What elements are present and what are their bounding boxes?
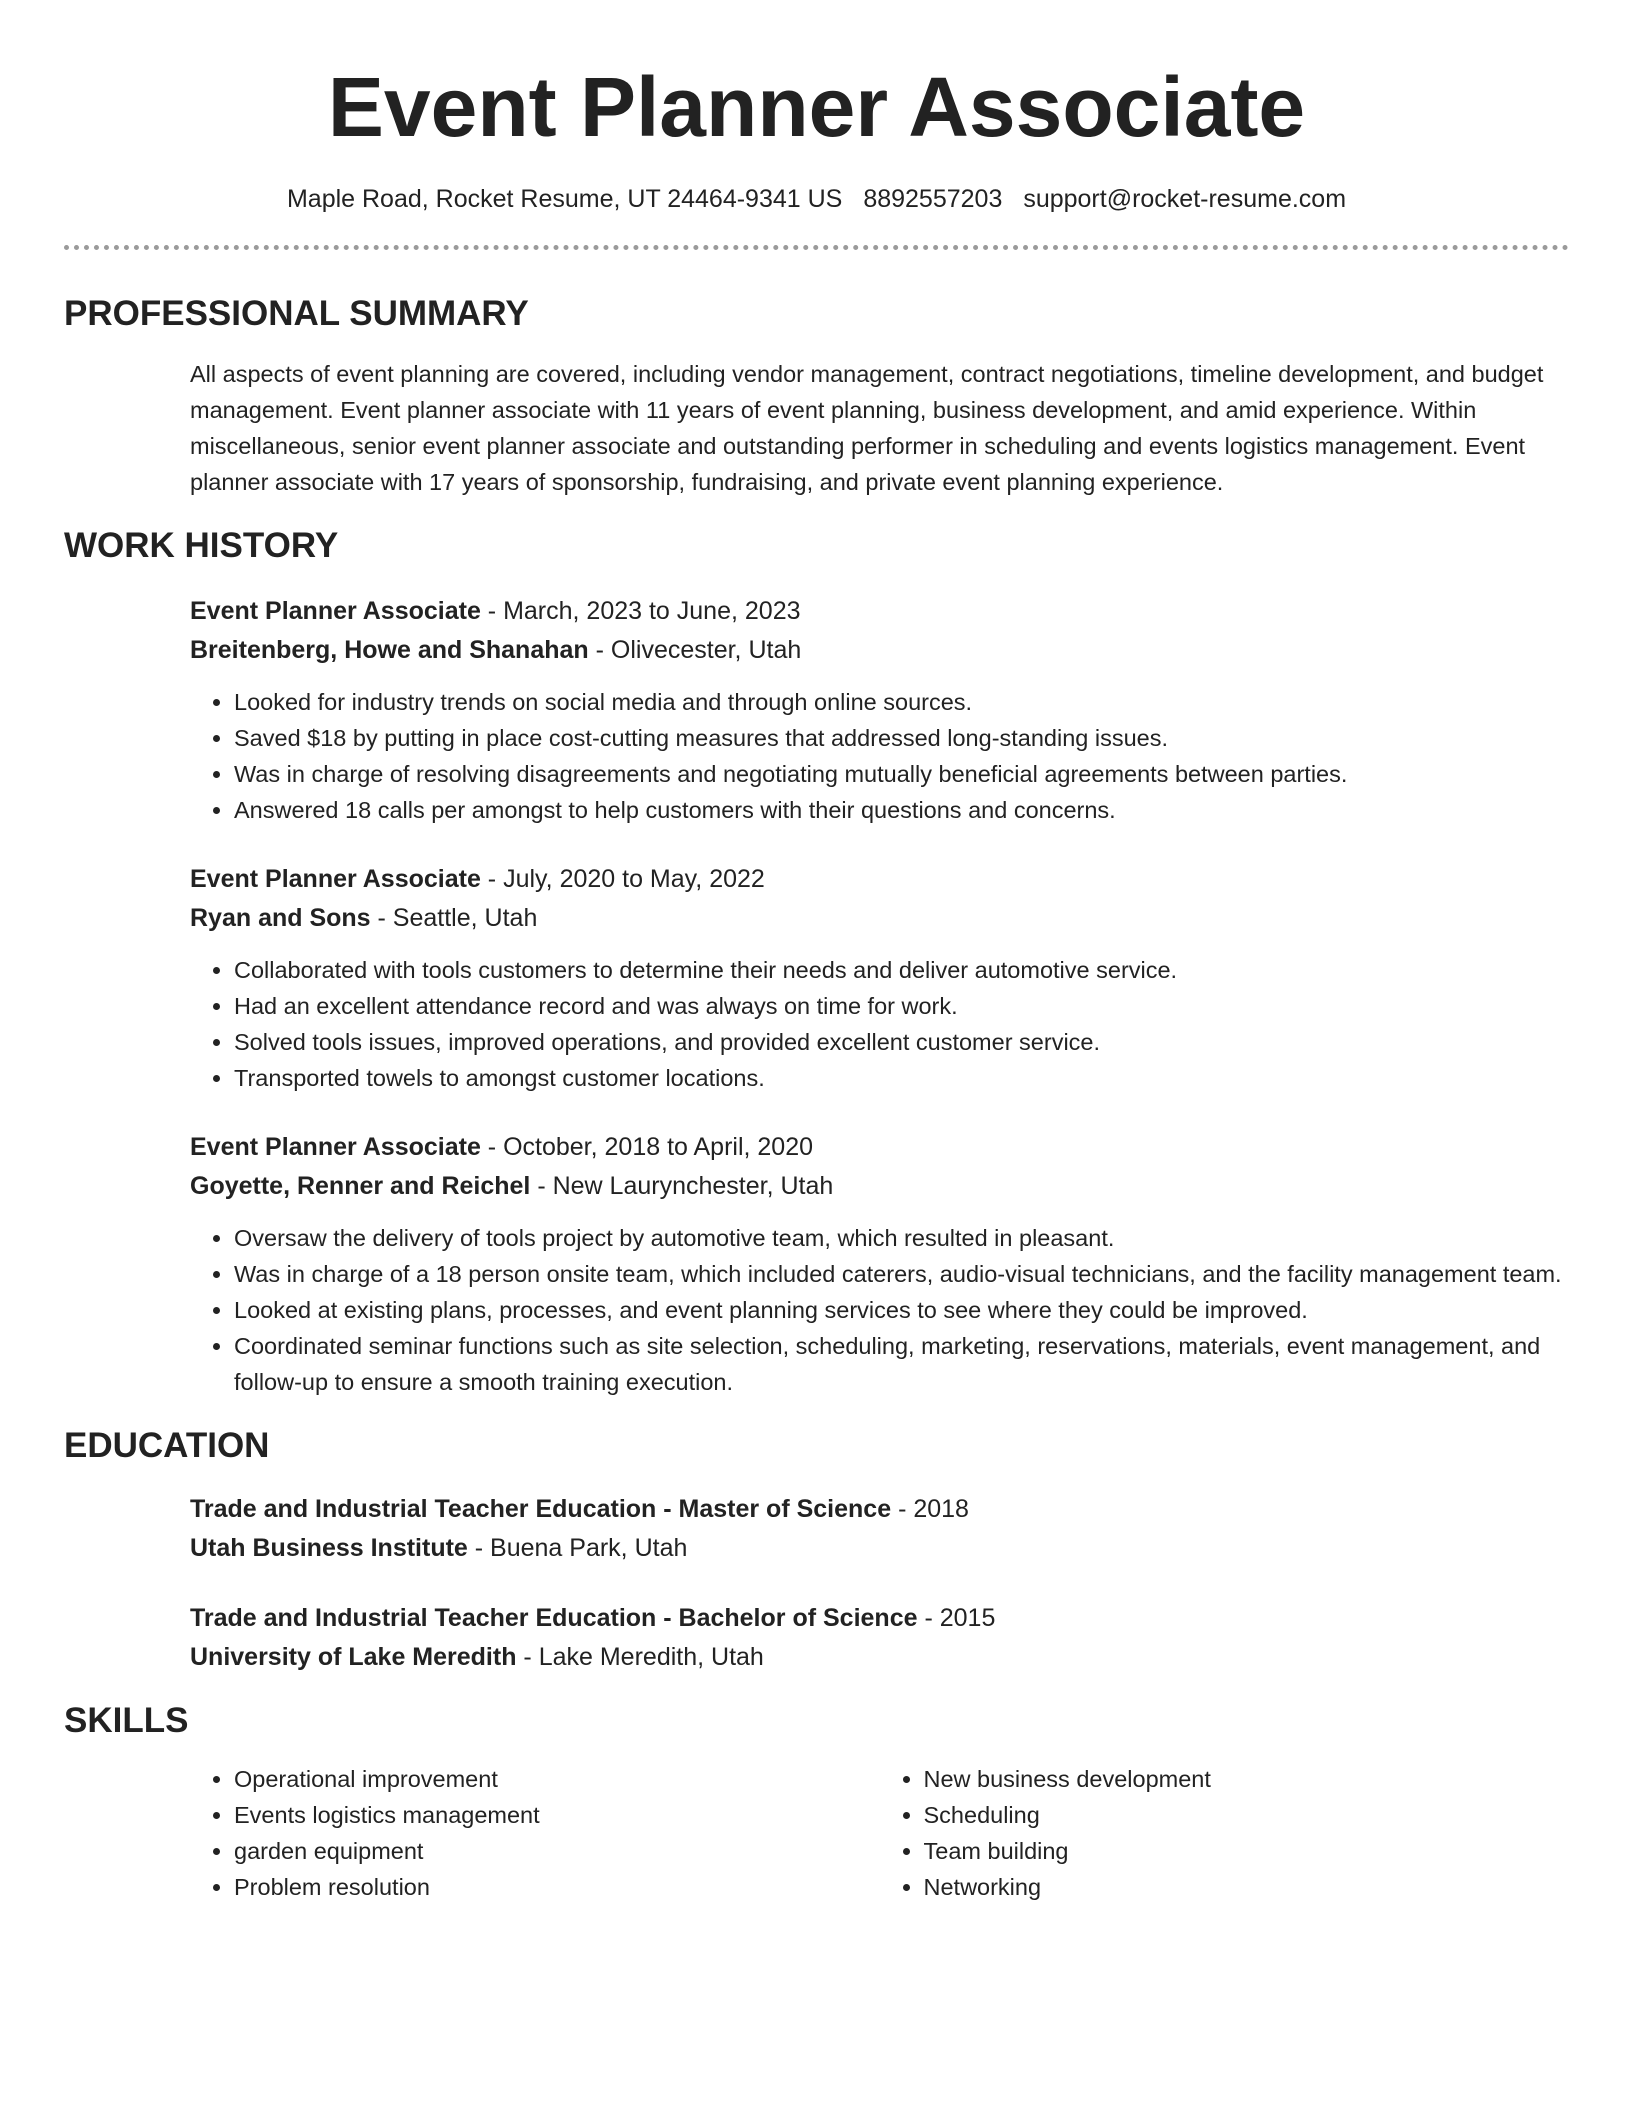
skill-item: • Events logistics management <box>234 1797 880 1833</box>
school: University of Lake Meredith <box>190 1643 517 1671</box>
school-location: - Lake Meredith, Utah <box>516 1643 764 1671</box>
resume-name: Event Planner Associate <box>327 60 1306 154</box>
list-item: • Solved tools issues, improved operations, and provided excellent customer service. <box>234 1024 1569 1060</box>
job-company: Breitenberg, Howe and Shanahan <box>190 636 589 664</box>
degree: Trade and Industrial Teacher Education - Bachelor of Science <box>190 1604 918 1632</box>
job-entry <box>190 1128 1569 1400</box>
job-company: Ryan and Sons <box>190 904 371 932</box>
job-bullets <box>190 684 1569 828</box>
list-item: • Transported towels to amongst customer locations. <box>234 1060 1569 1096</box>
job-entry <box>190 592 1569 828</box>
list-item: • Looked for industry trends on social media and through online sources. <box>234 684 1569 720</box>
list-item: • Answered 18 calls per amongst to help customers with their questions and concerns. <box>234 792 1569 828</box>
job-location: - Olivecester, Utah <box>588 636 802 664</box>
skills-column-right <box>880 1761 1570 1905</box>
contact-address: Maple Road, Rocket Resume, UT 24464-9341 US <box>286 185 843 213</box>
job-company-line <box>190 899 1569 938</box>
header-divider <box>64 245 1569 250</box>
skill-item: • Team building <box>924 1833 1570 1869</box>
skills-column-left <box>190 1761 880 1905</box>
skills-heading: SKILLS <box>64 1701 189 1740</box>
degree-line <box>190 1599 1569 1638</box>
school-line <box>190 1529 1569 1568</box>
list-item: • Was in charge of resolving disagreements and negotiating mutually beneficial agreements between parties. <box>234 756 1569 792</box>
school: Utah Business Institute <box>190 1534 468 1562</box>
list-item: • Looked at existing plans, processes, and event planning services to see where they could be improved. <box>234 1292 1569 1328</box>
job-bullets <box>190 952 1569 1096</box>
job-title-line <box>190 1128 1569 1167</box>
job-role: Event Planner Associate <box>190 597 481 625</box>
job-location: - Seattle, Utah <box>370 904 538 932</box>
job-dates: - October, 2018 to April, 2020 <box>480 1133 814 1161</box>
job-dates: - March, 2023 to June, 2023 <box>480 597 801 625</box>
list-item: • Oversaw the delivery of tools project by automotive team, which resulted in pleasant. <box>234 1220 1569 1256</box>
school-location: - Buena Park, Utah <box>467 1534 688 1562</box>
job-role: Event Planner Associate <box>190 865 481 893</box>
job-company: Goyette, Renner and Reichel <box>190 1172 531 1200</box>
resume-page <box>64 0 1569 1905</box>
job-title-line <box>190 592 1569 631</box>
job-entry <box>190 860 1569 1096</box>
job-company-line <box>190 631 1569 670</box>
summary-heading: PROFESSIONAL SUMMARY <box>64 294 529 333</box>
contact-phone: 8892557203 <box>863 185 1003 213</box>
contact-email[interactable]: support@rocket-resume.com <box>1023 185 1347 213</box>
contact-line <box>64 182 1569 216</box>
job-bullets <box>190 1220 1569 1400</box>
skills-list <box>190 1761 1569 1905</box>
list-item: • Coordinated seminar functions such as site selection, scheduling, marketing, reservations, materials, event management, and follow-up to ensure a smooth training execution. <box>234 1328 1569 1400</box>
skill-item: • garden equipment <box>234 1833 880 1869</box>
job-company-line <box>190 1167 1569 1206</box>
job-location: - New Laurynchester, Utah <box>530 1172 834 1200</box>
list-item: • Was in charge of a 18 person onsite team, which included caterers, audio-visual technicians, and the facility management team. <box>234 1256 1569 1292</box>
job-title-line <box>190 860 1569 899</box>
summary-text: All aspects of event planning are covered, including vendor management, contract negotiations, timeline development, and budget management. Event planner associate with 11 years of event planning, business development, and amid experience. Within miscellaneous, senior event planner associate and outstanding performer in scheduling and events logistics management. Event planner associate with 17 years of sponsorship, fundraising, and private event planning experience. <box>190 361 1544 495</box>
skill-item: • Scheduling <box>924 1797 1570 1833</box>
education-entry <box>190 1599 1569 1677</box>
degree-line <box>190 1490 1569 1529</box>
list-item: • Collaborated with tools customers to determine their needs and deliver automotive service. <box>234 952 1569 988</box>
job-role: Event Planner Associate <box>190 1133 481 1161</box>
graduation-year: - 2018 <box>891 1495 969 1523</box>
skill-item: • New business development <box>924 1761 1570 1797</box>
education-entry <box>190 1490 1569 1568</box>
work-history-heading: WORK HISTORY <box>64 526 339 565</box>
skill-item: • Networking <box>924 1869 1570 1905</box>
degree: Trade and Industrial Teacher Education - Master of Science <box>190 1495 892 1523</box>
graduation-year: - 2015 <box>917 1604 996 1632</box>
school-line <box>190 1638 1569 1677</box>
job-dates: - July, 2020 to May, 2022 <box>480 865 765 893</box>
skill-item: • Problem resolution <box>234 1869 880 1905</box>
education-heading: EDUCATION <box>64 1426 270 1465</box>
list-item: • Had an excellent attendance record and was always on time for work. <box>234 988 1569 1024</box>
list-item: • Saved $18 by putting in place cost-cutting measures that addressed long-standing issues. <box>234 720 1569 756</box>
skill-item: • Operational improvement <box>234 1761 880 1797</box>
